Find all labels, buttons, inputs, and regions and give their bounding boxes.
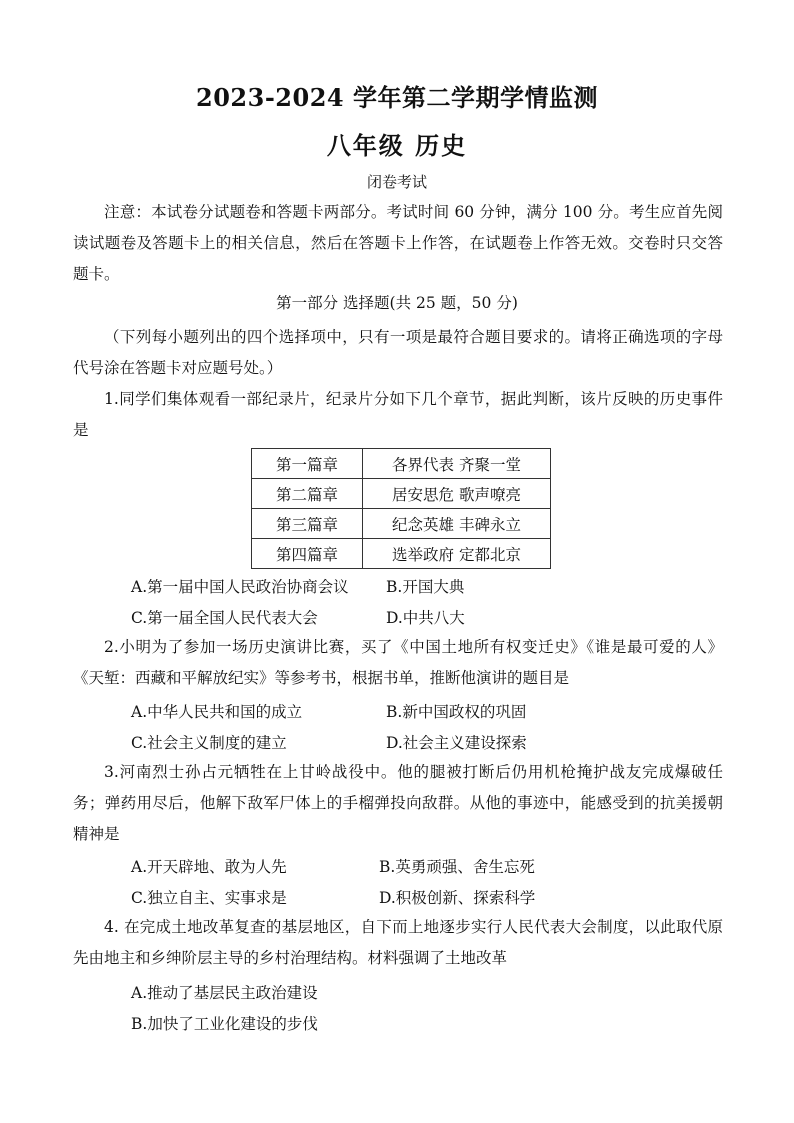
section-title: 第一部分 选择题(共 25 题，50 分) <box>276 294 518 312</box>
section-instruction: （下列每小题列出的四个选择项中，只有一项是最符合题目要求的。请将正确选项的字母代号涂在答题卡对应题号处。） <box>73 328 723 377</box>
question-1-stem: 1.同学们集体观看一部纪录片，纪录片分如下几个章节，据此判断，该片反映的历史事件是 <box>73 390 723 439</box>
table-cell: 第三篇章 <box>252 509 363 539</box>
question-3-stem: 3.河南烈士孙占元牺牲在上甘岭战役中。他的腿被打断后仍用机枪掩护战友完成爆破任务；弹药用尽后，他解下敌军尸体上的手榴弹投向敌群。从他的事迹中，能感受到的抗美援朝精神是 <box>73 763 723 843</box>
question-1-option-b: B.开国大典 <box>386 578 465 596</box>
table-row <box>252 539 551 569</box>
table-cell: 纪念英雄 丰碑永立 <box>363 509 551 539</box>
exam-type-label: 闭卷考试 <box>366 173 427 191</box>
question-2-option-b: B.新中国政权的巩固 <box>386 703 527 721</box>
table-cell: 选举政府 定都北京 <box>363 539 551 569</box>
question-1-chapter-table <box>251 448 551 569</box>
question-4-option-b: B.加快了工业化建设的步伐 <box>131 1015 318 1033</box>
question-3-option-b: B.英勇顽强、舍生忘死 <box>379 858 535 876</box>
exam-title: 2023-2024 学年第二学期学情监测 <box>196 83 598 112</box>
question-1-option-a: A.第一届中国人民政治协商会议 <box>131 578 349 596</box>
question-4-option-a: A.推动了基层民主政治建设 <box>131 984 318 1002</box>
question-2-option-d: D.社会主义建设探索 <box>386 734 527 752</box>
question-4-stem: 4. 在完成土地改革复查的基层地区，自下而上地逐步实行人民代表大会制度，以此取代原先由地主和乡绅阶层主导的乡村治理结构。材料强调了土地改革 <box>73 918 723 967</box>
question-3-option-c: C.独立自主、实事求是 <box>131 889 287 907</box>
question-3-option-d: D.积极创新、探索科学 <box>379 889 536 907</box>
table-cell: 各界代表 齐聚一堂 <box>363 449 551 479</box>
table-cell: 第二篇章 <box>252 479 363 509</box>
table-cell: 居安思危 歌声嘹亮 <box>363 479 551 509</box>
question-2-option-a: A.中华人民共和国的成立 <box>131 703 303 721</box>
question-2-option-c: C.社会主义制度的建立 <box>131 734 287 752</box>
table-row <box>252 449 551 479</box>
question-1-option-d: D.中共八大 <box>386 609 465 627</box>
question-2-stem: 2.小明为了参加一场历史演讲比赛，买了《中国土地所有权变迁史》《谁是最可爱的人》《天堑：西藏和平解放纪实》等参考书，根据书单，推断他演讲的题目是 <box>73 638 723 687</box>
exam-subtitle: 八年级 历史 <box>326 131 468 160</box>
exam-notice: 注意：本试卷分试题卷和答题卡两部分。考试时间 60 分钟，满分 100 分。考生应首先阅读试题卷及答题卡上的相关信息，然后在答题卡上作答，在试题卷上作答无效。交卷时只交答题卡。 <box>73 203 723 283</box>
table-row <box>252 509 551 539</box>
table-row <box>252 479 551 509</box>
table-cell: 第四篇章 <box>252 539 363 569</box>
question-1-option-c: C.第一届全国人民代表大会 <box>131 609 318 627</box>
question-3-option-a: A.开天辟地、敢为人先 <box>131 858 287 876</box>
table-cell: 第一篇章 <box>252 449 363 479</box>
